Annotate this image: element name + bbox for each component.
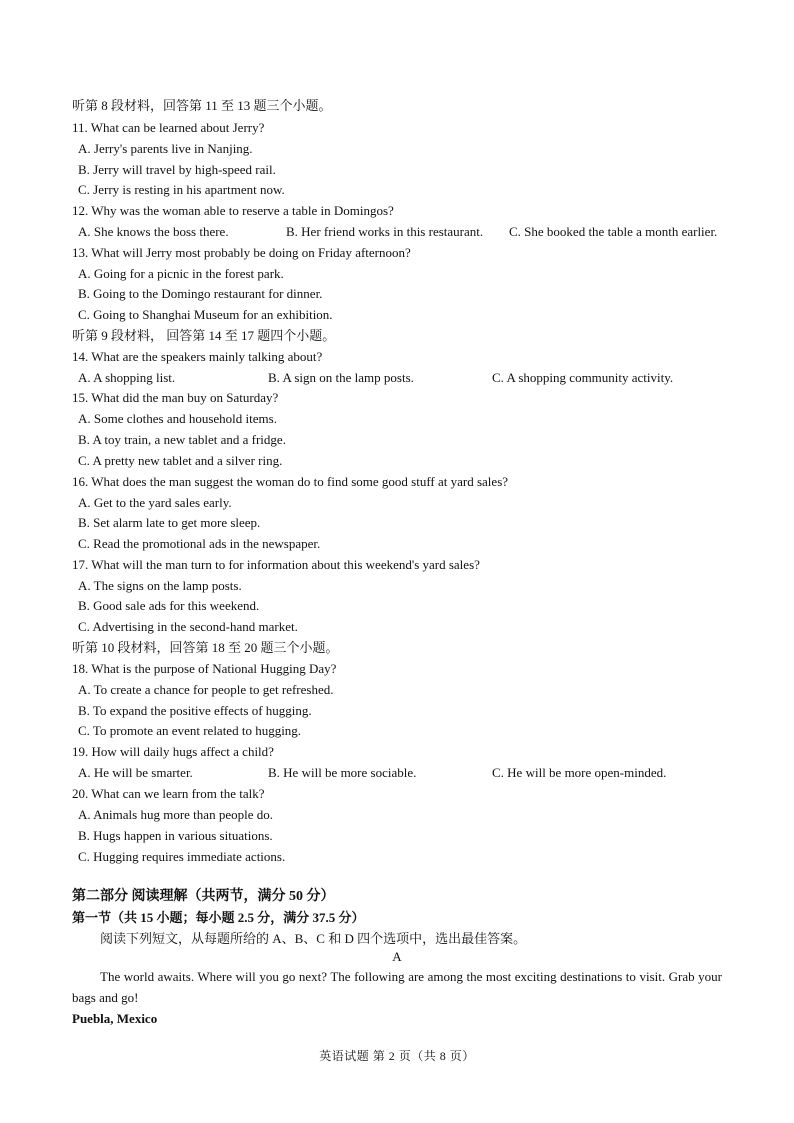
- section-9-instruction: 听第 9 段材料， 回答第 14 至 17 题四个小题。: [72, 328, 336, 343]
- section-8-instruction: 听第 8 段材料，回答第 11 至 13 题三个小题。: [72, 98, 332, 113]
- question-14-stem: 14. What are the speakers mainly talking about?: [72, 349, 323, 364]
- q18-option-a: A. To create a chance for people to get refreshed.: [78, 682, 334, 697]
- q14-options-row: [78, 369, 728, 387]
- q12-option-b: B. Her friend works in this restaurant.: [286, 224, 484, 239]
- q20-option-b: B. Hugs happen in various situations.: [78, 828, 273, 843]
- question-15-stem: 15. What did the man buy on Saturday?: [72, 390, 279, 405]
- q17-option-c: C. Advertising in the second-hand market.: [78, 619, 298, 634]
- q12-options-row: [78, 223, 728, 241]
- q16-option-a: A. Get to the yard sales early.: [78, 495, 232, 510]
- q13-option-b: B. Going to the Domingo restaurant for dinner.: [78, 286, 323, 301]
- q17-option-b: B. Good sale ads for this weekend.: [78, 598, 260, 613]
- q15-option-a: A. Some clothes and household items.: [78, 411, 277, 426]
- q19-option-a: A. He will be smarter.: [78, 765, 193, 780]
- q16-option-b: B. Set alarm late to get more sleep.: [78, 515, 261, 530]
- q19-options-row: [78, 764, 728, 782]
- question-12-stem: 12. Why was the woman able to reserve a table in Domingos?: [72, 203, 394, 218]
- question-19-stem: 19. How will daily hugs affect a child?: [72, 744, 274, 759]
- q14-option-c: C. A shopping community activity.: [492, 370, 674, 385]
- q19-option-b: B. He will be more sociable.: [268, 765, 417, 780]
- q20-option-a: A. Animals hug more than people do.: [78, 807, 273, 822]
- q16-option-c: C. Read the promotional ads in the newspaper.: [78, 536, 321, 551]
- question-11-stem: 11. What can be learned about Jerry?: [72, 120, 265, 135]
- q12-option-c: C. She booked the table a month earlier.: [509, 224, 718, 239]
- passage-letter: A: [392, 949, 402, 964]
- q13-option-a: A. Going for a picnic in the forest park.: [78, 266, 284, 281]
- page-footer: 英语试题 第 2 页（共 8 页）: [319, 1049, 475, 1063]
- q13-option-c: C. Going to Shanghai Museum for an exhibition.: [78, 307, 333, 322]
- q14-option-a: A. A shopping list.: [78, 370, 176, 385]
- q20-option-c: C. Hugging requires immediate actions.: [78, 849, 286, 864]
- question-13-stem: 13. What will Jerry most probably be doing on Friday afternoon?: [72, 245, 411, 260]
- question-20-stem: 20. What can we learn from the talk?: [72, 786, 265, 801]
- q15-option-b: B. A toy train, a new tablet and a fridge.: [78, 432, 286, 447]
- question-17-stem: 17. What will the man turn to for information about this weekend's yard sales?: [72, 557, 480, 572]
- q18-option-c: C. To promote an event related to hugging.: [78, 723, 302, 738]
- passage-heading: Puebla, Mexico: [72, 1011, 158, 1026]
- q11-option-c: C. Jerry is resting in his apartment now.: [78, 182, 285, 197]
- question-18-stem: 18. What is the purpose of National Hugging Day?: [72, 661, 337, 676]
- part-2-title: 第二部分 阅读理解（共两节，满分 50 分）: [72, 889, 335, 904]
- section-10-instruction: 听第 10 段材料，回答第 18 至 20 题三个小题。: [72, 640, 339, 655]
- q12-option-a: A. She knows the boss there.: [78, 224, 229, 239]
- q15-option-c: C. A pretty new tablet and a silver ring.: [78, 453, 283, 468]
- passage-intro: The world awaits. Where will you go next? The following are among the most exciting destinations to visit. Grab your bags and go!: [72, 969, 722, 1005]
- q14-option-b: B. A sign on the lamp posts.: [268, 370, 414, 385]
- q17-option-a: A. The signs on the lamp posts.: [78, 578, 242, 593]
- q11-option-a: A. Jerry's parents live in Nanjing.: [78, 141, 253, 156]
- q18-option-b: B. To expand the positive effects of hugging.: [78, 703, 312, 718]
- question-16-stem: 16. What does the man suggest the woman do to find some good stuff at yard sales?: [72, 474, 509, 489]
- q19-option-c: C. He will be more open-minded.: [492, 765, 667, 780]
- q11-option-b: B. Jerry will travel by high-speed rail.: [78, 162, 276, 177]
- reading-instruction: 阅读下列短文，从每题所给的 A、B、C 和 D 四个选项中，选出最佳答案。: [100, 931, 527, 946]
- part-2-section-1-title: 第一节（共 15 小题；每小题 2.5 分，满分 37.5 分）: [72, 910, 365, 925]
